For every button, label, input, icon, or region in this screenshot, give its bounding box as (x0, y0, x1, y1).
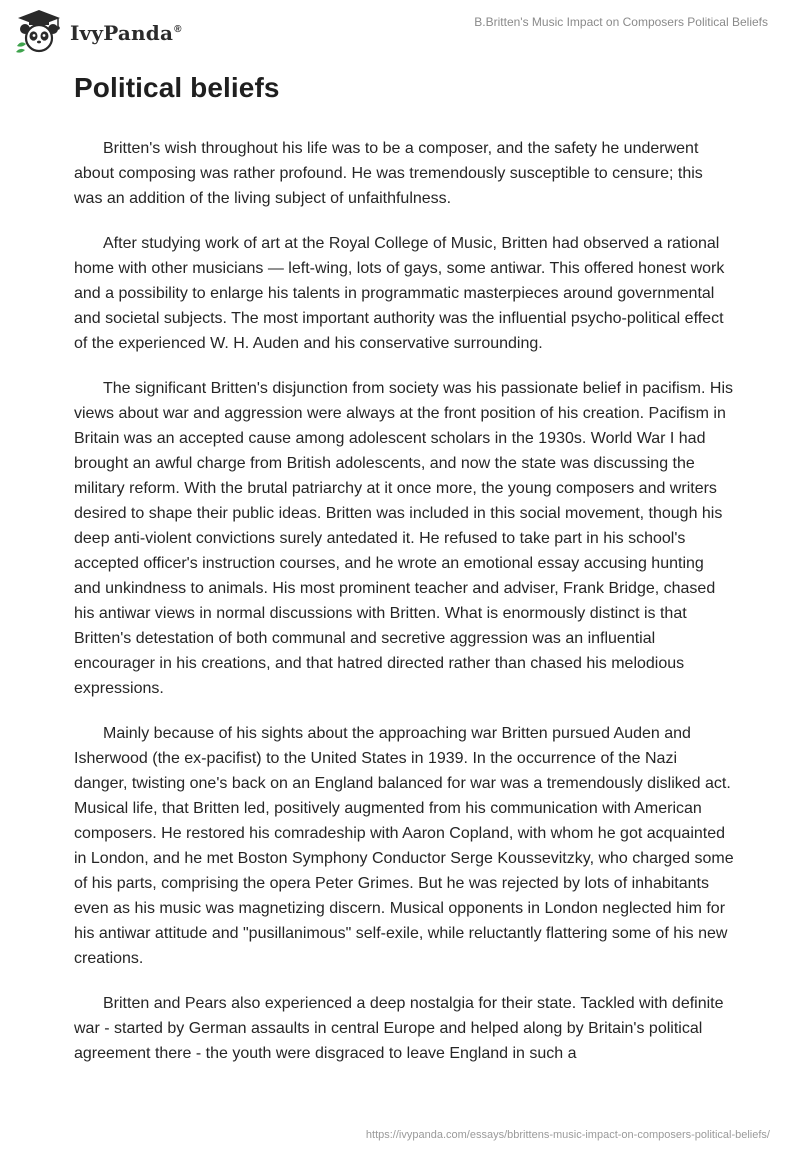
page-header (0, 0, 800, 60)
document-title: B.Britten's Music Impact on Composers Political Beliefs (474, 15, 768, 29)
paragraph: Britten's wish throughout his life was to be a composer, and the safety he underwent about composing was rather profound. He was tremendously susceptible to censure; this was an addition of the living subject of unfaithfulness. (74, 140, 703, 207)
panda-graduate-logo-icon (14, 8, 64, 54)
footer-url[interactable]: https://ivypanda.com/essays/bbrittens-music-impact-on-composers-political-beliefs/ (365, 1129, 770, 1141)
brand-logo[interactable] (14, 8, 182, 54)
paragraph: After studying work of art at the Royal College of Music, Britten had observed a rational home with other musicians — left-wing, lots of gays, some antiwar. This offered honest work and a possibility to enlarge his talents in programmatic masterpieces around governmental and societal subjects. The most important authority was the influential psycho-political effect of the experienced W. H. Auden and his conservative surrounding. (74, 235, 725, 352)
paragraph: Britten and Pears also experienced a deep nostalgia for their state. Tackled with definite war - started by German assaults in central Europe and helped along by Britain's political agreement there - the youth were disgraced to leave England in such a (74, 995, 724, 1062)
paragraph: The significant Britten's disjunction from society was his passionate belief in pacifism. His views about war and aggression were always at the front position of his creation. Pacifism in Britain was an accepted cause among adolescent scholars in the 1930s. World War I had brought an awful charge from British adolescents, and now the state was discussing the military reform. With the brutal patriarchy at it once more, the young composers and writers desired to shape their public ideas. Britten was included in this social movement, though his deep anti-violent convictions surely antedated it. He refused to take part in his school's accepted officer's instruction courses, and he wrote an emotional essay accusing hunting and unkindness to animals. His most prominent teacher and adviser, Frank Bridge, chased his antiwar views in normal discussions with Britten. What is enormously distinct is that Britten's detestation of both communal and secretive aggression was an influential encourager in his creations, and that hatred directed rather than chased his melodious expressions. (74, 380, 733, 697)
essay-content (74, 136, 734, 1076)
page-title: Political beliefs (74, 72, 280, 103)
brand-name: IvyPanda® (70, 21, 182, 45)
paragraph: Mainly because of his sights about the approaching war Britten pursued Auden and Isherwood (the ex-pacifist) to the United States in 1939. In the occurrence of the Nazi danger, twisting one's back on an England balanced for war was a tremendously disliked act. Musical life, that Britten led, positively augmented from his communication with American composers. He restored his comradeship with Aaron Copland, with whom he got acquainted in London, and he met Boston Symphony Conductor Serge Koussevitzky, who charged some of his parts, comprising the opera Peter Grimes. But he was rejected by lots of inhabitants even as his music was magnetizing discern. Musical opponents in London neglected him for his antiwar attitude and "pusillanimous" self-exile, while reluctantly flattering some of his new creations. (74, 725, 734, 967)
